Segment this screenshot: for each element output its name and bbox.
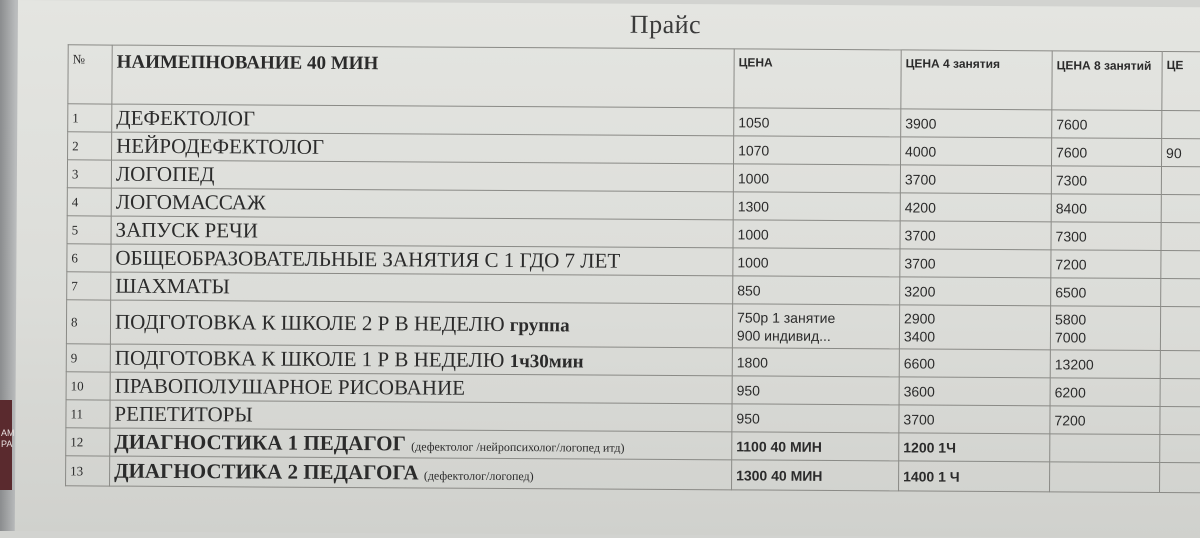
row-price-8: 7600 [1052,110,1162,139]
row-price-4-line-2: 3400 [903,327,936,345]
row-cut [1160,378,1200,406]
background-red-strip [0,400,15,490]
header-num: № [68,45,112,104]
row-cut [1160,350,1200,378]
row-name: ПРАВОПОЛУШАРНОЕ РИСОВАНИЕ [110,372,732,404]
row-price-line-1: 750р 1 занятие [737,308,836,326]
row-price-4: 3700 [900,221,1051,250]
row-name-cell [110,428,732,460]
row-num: 4 [67,188,111,216]
row-name-cell [110,456,732,490]
row-num: 8 [66,300,110,344]
price-sheet [15,0,1200,538]
row-name-bold: 1ч30мин [509,351,584,373]
row-price: 850 [733,276,900,305]
row-num: 6 [67,244,111,272]
row-name: ОБЩЕОБРАЗОВАТЕЛЬНЫЕ ЗАНЯТИЯ С 1 ГДО 7 ЛЕТ [111,244,733,276]
row-num: 13 [66,456,110,486]
row-note: (дефектолог/логопед) [423,468,534,484]
table-header-row [68,45,1200,111]
row-name: ПОДГОТОВКА К ШКОЛЕ 2 Р В НЕДЕЛЮ [114,309,505,336]
row-cut [1161,278,1200,306]
row-price-cell [732,304,899,349]
row-price-4: 1400 1 Ч [899,461,1050,492]
row-price-8: 8400 [1051,194,1161,223]
row-price: 1800 [732,348,899,377]
row-price-8: 7200 [1050,406,1160,435]
row-num: 2 [68,132,112,160]
header-price: ЦЕНА [734,49,901,109]
row-price: 1000 [733,220,900,249]
row-cut [1160,434,1200,462]
row-price-8: 7200 [1051,250,1161,279]
row-price-8-line-2: 7000 [1054,328,1087,346]
row-price: 950 [732,376,899,405]
row-name: РЕПЕТИТОРЫ [110,400,732,432]
row-price-4: 3700 [899,405,1050,434]
row-price-8-line-1: 5800 [1055,310,1087,328]
row-num: 12 [66,428,110,456]
row-price-8: 13200 [1050,350,1160,379]
row-cut: 90 [1162,138,1200,166]
row-price-8: 6500 [1051,278,1161,307]
row-price-8: 6200 [1050,378,1160,407]
table-row [66,456,1200,493]
row-num: 9 [66,344,110,372]
row-price: 1050 [734,108,901,137]
row-cut [1161,194,1200,222]
row-price-8: 7600 [1052,138,1162,167]
row-price-4: 6600 [899,349,1050,378]
row-price-8 [1050,462,1160,493]
row-num: 3 [67,160,111,188]
row-price-8-cell [1050,306,1160,351]
row-cut [1160,462,1200,492]
row-price-4: 4200 [900,193,1051,222]
page-title: Прайс [629,9,702,40]
row-price-4-cell [899,305,1050,350]
background-edge-label: АМ РА [1,428,15,449]
row-name: ШАХМАТЫ [111,272,733,304]
header-price-8: ЦЕНА 8 занятий [1052,51,1162,111]
row-price-4: 3900 [901,109,1052,138]
row-name-cell [110,344,732,376]
row-cut [1161,222,1200,250]
row-cut [1162,110,1200,138]
row-num: 10 [66,372,110,400]
row-price-4-line-1: 2900 [904,309,936,327]
row-price: 1070 [734,136,901,165]
row-price: 1100 40 МИН [732,432,899,461]
row-cut [1160,406,1200,434]
row-price: 950 [732,404,899,433]
row-note: (дефектолог /нейропсихолог/логопед итд) [411,439,625,455]
row-price-4: 3200 [900,277,1051,306]
row-price: 1000 [733,248,900,277]
header-cut: ЦЕ [1162,51,1200,110]
row-price: 1300 40 МИН [732,460,899,491]
row-cut [1160,306,1200,350]
row-name: ЛОГОПЕД [111,160,733,192]
row-num: 11 [66,400,110,428]
row-cut [1161,250,1200,278]
row-name: ЗАПУСК РЕЧИ [111,216,733,248]
row-price-4: 3600 [899,377,1050,406]
row-name: ПОДГОТОВКА К ШКОЛЕ 1 Р В НЕДЕЛЮ [114,345,505,372]
row-price-4: 3700 [900,249,1051,278]
table-row [66,300,1200,351]
row-price-8: 7300 [1051,166,1161,195]
row-name: ДИАГНОСТИКА 2 ПЕДАГОГА [114,458,419,485]
header-name: НАИМЕПНОВАНИЕ 40 МИН [112,45,734,108]
row-name-bold: группа [509,315,570,337]
row-price-8 [1050,434,1160,463]
row-price: 1300 [733,192,900,221]
row-name-cell [110,300,732,348]
row-price: 1000 [733,164,900,193]
row-name: НЕЙРОДЕФЕКТОЛОГ [112,132,734,164]
row-num: 1 [68,104,112,132]
row-name: ДЕФЕКТОЛОГ [112,104,734,136]
row-price-4: 1200 1Ч [899,433,1050,462]
price-table [65,44,1200,493]
row-num: 7 [67,272,111,300]
row-num: 5 [67,216,111,244]
row-price-8: 7300 [1051,222,1161,251]
row-price-line-2: 900 индивид... [736,326,831,344]
row-cut [1161,166,1200,194]
row-name: ДИАГНОСТИКА 1 ПЕДАГОГ [114,429,406,456]
row-price-4: 4000 [901,137,1052,166]
row-price-4: 3700 [900,165,1051,194]
row-name: ЛОГОМАССАЖ [111,188,733,220]
header-price-4: ЦЕНА 4 занятия [901,50,1052,110]
